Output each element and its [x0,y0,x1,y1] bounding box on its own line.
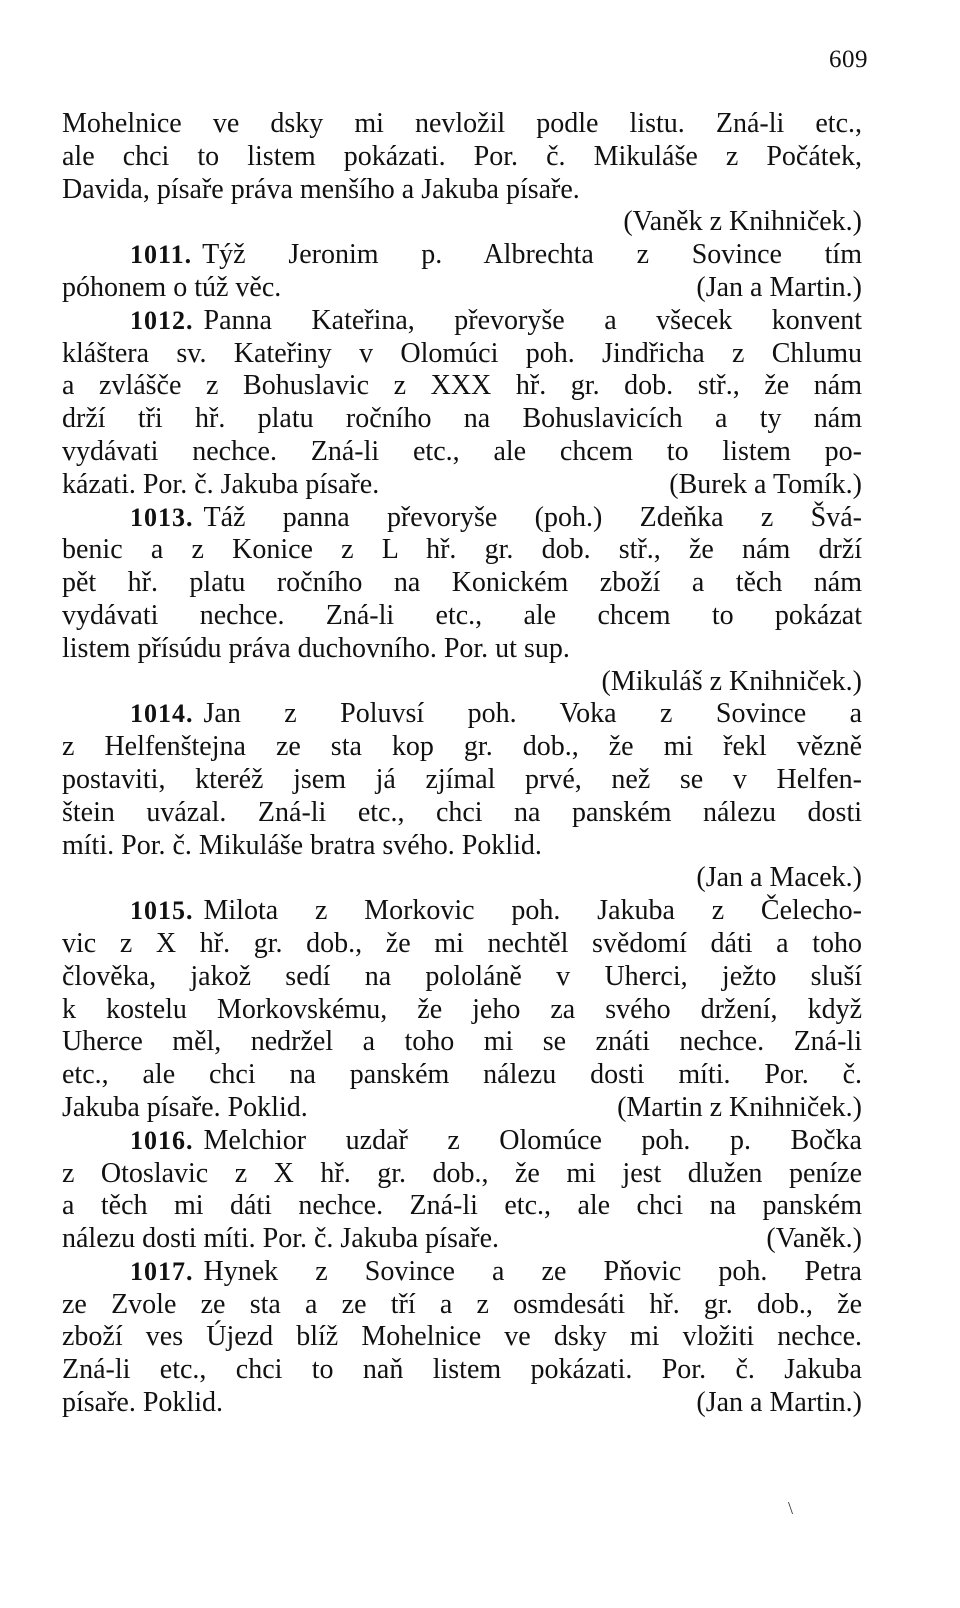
text-line: pět hř. platu ročního na Konickém zboží a těch nám [62,567,862,599]
text-line-with-signature [62,272,862,305]
text-line: z Otoslavic z X hř. gr. dob., že mi jest dlužen peníze [62,1157,862,1189]
text-line: etc., ale chci na panském nálezu dosti míti. Por. č. [62,1059,862,1091]
line-text: nálezu dosti míti. Por. č. Jakuba písaře. [62,1223,500,1255]
entry-first-line [62,305,862,338]
text-body [62,108,862,1420]
text-line: ale chci to listem pokázati. Por. č. Mikuláše z Počátek, [62,140,862,172]
entry-first-line [62,239,862,272]
text-line: vydávati nechce. Zná-li etc., ale chcem to listem po- [62,435,862,467]
text-line: štein uvázal. Zná-li etc., chci na panském nálezu dosti [62,796,862,828]
line-text: Jakuba písaře. Poklid. [62,1091,308,1123]
text-line: benic a z Konice z L hř. gr. dob. stř., že nám drží [62,534,862,566]
text-line-with-signature [62,1223,862,1256]
signature-note: (Mikuláš z Knihniček.) [601,665,862,697]
text-line: Davida, písaře práva menšího a Jakuba písaře. [62,173,580,205]
text-line: zboží ves Újezd blíž Mohelnice ve dsky mi vložiti nechce. [62,1321,862,1353]
signature-note: (Jan a Martin.) [696,271,862,303]
text-line: postaviti, kteréž jsem já zjímal prvé, než se v Helfen- [62,763,862,795]
text-line: vic z X hř. gr. dob., že mi nechtěl svědomí dáti a toho [62,927,862,959]
text-line: ze Zvole ze sta a ze tří a z osmdesáti hř. gr. dob., že [62,1288,862,1320]
entry-first-line [62,1256,862,1289]
signature-note: (Jan a Macek.) [696,862,862,894]
text-line: Zná-li etc., chci to naň listem pokázati. Por. č. Jakuba [62,1354,862,1386]
text-line: a těch mi dáti nechce. Zná-li etc., ale chci na panském [62,1190,862,1222]
text-line-with-signature [62,1092,862,1125]
entry-first-line [62,698,862,731]
text-line: člověka, jakož sedí na pololáně v Uherci, ježto sluší [62,960,862,992]
stray-mark: \ [788,1498,794,1518]
signature-note: (Vaněk z Knihniček.) [623,206,862,238]
line-text: písaře. Poklid. [62,1387,223,1419]
entry-text: Hynek z Sovince a ze Pňovic poh. Petra [203,1255,862,1287]
text-line: vydávati nechce. Zná-li etc., ale chcem to pokázat [62,599,862,631]
line-text: póhonem o túž věc. [62,271,282,303]
entry-number: 1013. [130,502,194,532]
entry-number: 1017. [130,1256,194,1286]
text-line-with-signature [62,469,862,502]
entry-text: Týž Jeronim p. Albrechta z Sovince tím [202,239,862,271]
signature-note: (Jan a Martin.) [696,1387,862,1419]
signature-note: (Vaněk.) [766,1223,862,1255]
text-line: listem přísúdu práva duchovního. Por. ut sup. [62,632,570,664]
text-line: a zvlášče z Bohuslavic z XXX hř. gr. dob. stř., že nám [62,370,862,402]
entry-text: Melchior uzdař z Olomúce poh. p. Bočka [203,1124,862,1156]
entry-first-line [62,895,862,928]
text-line: míti. Por. č. Mikuláše bratra svého. Poklid. [62,829,542,861]
entry-number: 1012. [130,305,194,335]
text-line: drží tři hř. platu ročního na Bohuslavicích a ty nám [62,403,862,435]
entry-text: Jan z Poluvsí poh. Voka z Sovince a [203,698,862,730]
signature-note: (Burek a Tomík.) [669,468,862,500]
signature-note: (Martin z Knihniček.) [617,1091,862,1123]
entry-text: Táž panna převoryše (poh.) Zdeňka z Švá- [203,501,862,533]
text-line-with-signature [62,1387,862,1420]
text-line: kláštera sv. Kateřiny v Olomúci poh. Jindřicha z Chlumu [62,337,862,369]
line-text: kázati. Por. č. Jakuba písaře. [62,468,380,500]
entry-first-line [62,502,862,535]
entry-number: 1011. [130,240,193,270]
text-line: Mohelnice ve dsky mi nevložil podle listu. Zná-li etc., [62,108,862,139]
entry-number: 1015. [130,896,194,926]
text-line: z Helfenštejna ze sta kop gr. dob., že mi řekl vězně [62,731,862,763]
text-line: k kostelu Morkovskému, že jeho za svého držení, když [62,993,862,1025]
entry-first-line [62,1125,862,1158]
entry-text: Panna Kateřina, převoryše a všecek konvent [203,304,862,336]
entry-text: Milota z Morkovic poh. Jakuba z Čelecho- [203,895,862,927]
text-line: Uherce měl, nedržel a toho mi se znáti nechce. Zná-li [62,1026,862,1058]
entry-number: 1016. [130,1125,194,1155]
page-number: 609 [829,46,868,73]
entry-number: 1014. [130,699,194,729]
